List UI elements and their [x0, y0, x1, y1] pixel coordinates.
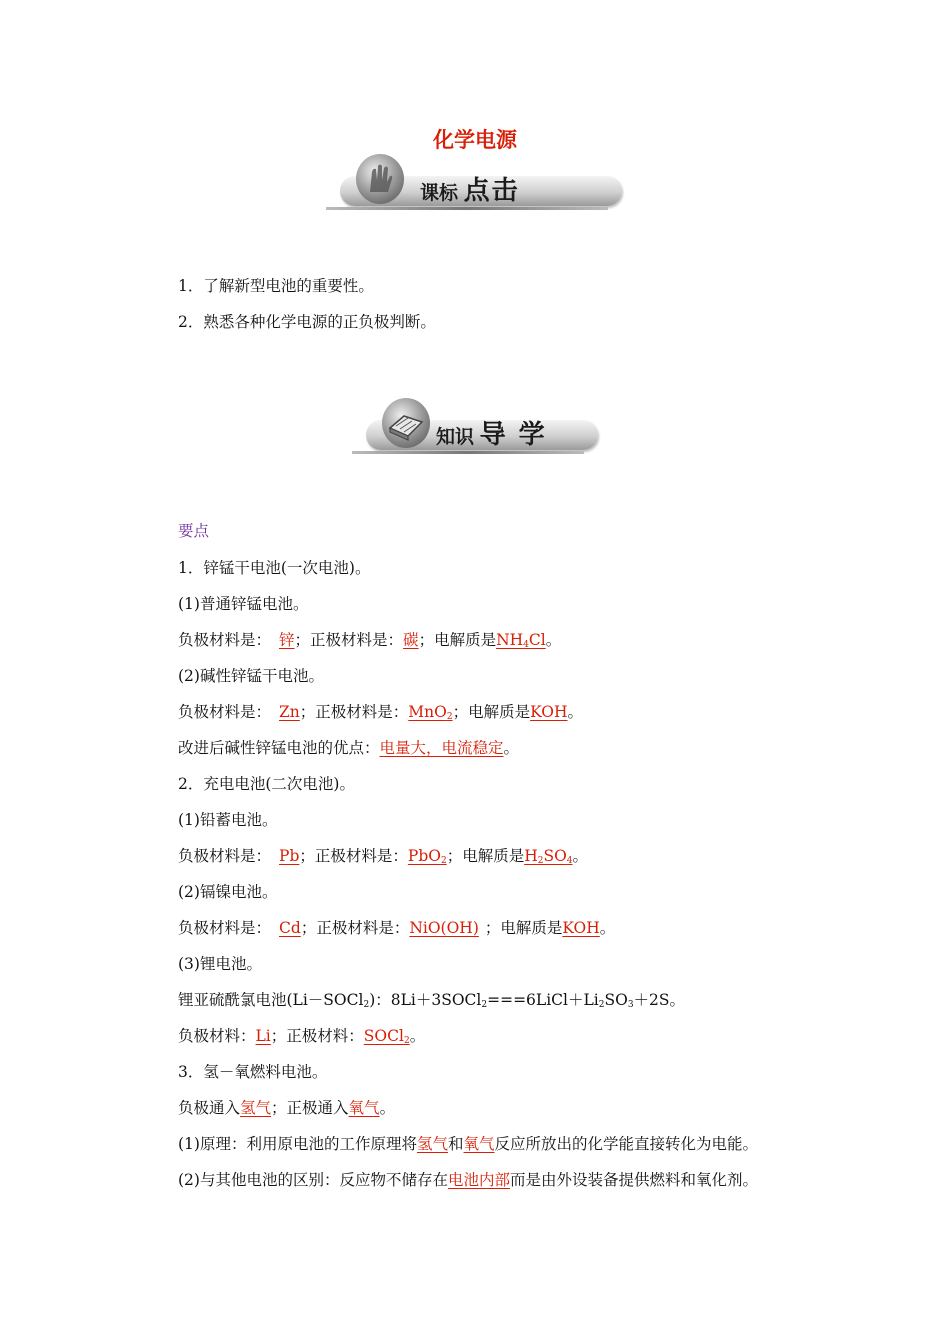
- banner-label-small: 课标: [420, 182, 459, 204]
- subheading-lithium: (3)锂电池。: [178, 955, 262, 973]
- answer-advantage: 电量大，电流稳定: [379, 739, 504, 757]
- banner-label: [436, 420, 547, 450]
- answer-negative-material: Li: [255, 1027, 271, 1045]
- text-segment: 。: [409, 1027, 426, 1045]
- text-line: [178, 1170, 758, 1190]
- formula-part: SOCl: [363, 1027, 404, 1045]
- subheading-alkaline-zinc-manganese: (2)碱性锌锰干电池。: [178, 667, 324, 685]
- answer-negative-material: 锌: [279, 631, 295, 649]
- text-segment: ；电解质是: [446, 847, 525, 865]
- formula-subscript: 4: [566, 856, 573, 866]
- answer-storage-location: 电池内部: [447, 1171, 510, 1189]
- formula-part: PbO: [407, 847, 441, 865]
- text-segment: 。: [599, 919, 616, 937]
- answer-positive-material: [408, 847, 447, 865]
- text-line: [178, 630, 561, 650]
- text-segment: ；电解质是: [452, 703, 531, 721]
- formula-subscript: 2: [440, 856, 447, 866]
- formula-subscript: 4: [523, 640, 529, 650]
- heading-zinc-manganese: 1．锌锰干电池(一次电池)。: [178, 559, 371, 577]
- banner-label-big: 导 学: [479, 420, 547, 450]
- banner-label-small: 知识: [436, 426, 475, 448]
- answer-negative-gas: 氢气: [240, 1099, 272, 1117]
- heading-rechargeable: 2．充电电池(二次电池)。: [178, 775, 355, 793]
- banner-knowledge-guide: [352, 398, 598, 454]
- text-segment: ；电解质是: [418, 631, 497, 649]
- text-segment: 。: [545, 631, 562, 649]
- answer-negative-material: Zn: [279, 703, 300, 721]
- text-segment: 负极材料：: [178, 1027, 256, 1045]
- text-segment: SO: [604, 991, 628, 1009]
- formula-part: NH: [496, 631, 524, 649]
- subheading-ordinary-zinc-manganese: (1)普通锌锰电池。: [178, 595, 309, 613]
- banner-label-big: 点击: [463, 176, 520, 206]
- answer-negative-material: Cd: [279, 919, 301, 937]
- answer-reactant-2: 氧气: [463, 1135, 495, 1153]
- answer-positive-material: [364, 1027, 410, 1045]
- text-segment: 而是由外设装备提供燃料和氧化剂。: [509, 1171, 758, 1189]
- text-segment: ；正极材料是：: [299, 703, 409, 721]
- text-segment: ；正极材料：: [270, 1027, 364, 1045]
- text-segment: (1)原理：利用原电池的工作原理将: [178, 1135, 417, 1153]
- text-line: [178, 918, 615, 938]
- book-icon: [382, 398, 430, 448]
- text-segment: ===6LiCl＋Li: [487, 991, 599, 1009]
- text-segment: 改进后碱性锌锰电池的优点：: [178, 739, 380, 757]
- text-segment: 和: [447, 1135, 464, 1153]
- banner-underline: [352, 451, 584, 454]
- answer-electrolyte: KOH: [562, 919, 600, 937]
- text-line: [178, 1098, 395, 1118]
- formula-subscript: 2: [598, 1000, 605, 1010]
- text-segment: 负极材料是：: [178, 847, 272, 865]
- text-segment: 负极通入: [178, 1099, 241, 1117]
- text-line: [178, 846, 588, 866]
- text-segment: 负极材料是：: [178, 631, 272, 649]
- answer-electrolyte: [524, 847, 572, 865]
- page-title: 化学电源: [433, 128, 517, 152]
- text-segment: ；正极材料是：: [294, 631, 404, 649]
- text-segment: ；正极材料是：: [299, 847, 408, 865]
- text-line: [178, 738, 519, 758]
- text-segment: )：8Li＋3SOCl: [369, 991, 482, 1009]
- text-segment: 负极材料是：: [178, 703, 272, 721]
- hand-icon: [356, 154, 404, 204]
- text-line: [178, 1134, 758, 1154]
- text-segment: (2)与其他电池的区别：反应物不储存在: [178, 1171, 448, 1189]
- text-segment: 。: [379, 1099, 396, 1117]
- banner-underline: [326, 207, 608, 210]
- answer-reactant-1: 氢气: [416, 1135, 448, 1153]
- objective-1: 1．了解新型电池的重要性。: [178, 277, 374, 295]
- formula-part: H: [524, 847, 538, 865]
- section-label: 要点: [178, 522, 210, 540]
- banner-course-objectives: [326, 154, 622, 210]
- formula-subscript: 2: [403, 1036, 410, 1046]
- answer-negative-material: Pb: [279, 847, 300, 865]
- text-line: [178, 1026, 425, 1046]
- text-segment: 反应所放出的化学能直接转化为电能。: [494, 1135, 759, 1153]
- answer-electrolyte: [496, 631, 546, 649]
- text-segment: 锂亚硫酰氯电池(Li－SOCl: [178, 991, 364, 1009]
- text-segment: ；正极材料是：: [300, 919, 410, 937]
- objective-2: 2．熟悉各种化学电源的正负极判断。: [178, 313, 436, 331]
- heading-hydrogen-oxygen: 3．氢－氧燃料电池。: [178, 1063, 328, 1081]
- formula-subscript: 2: [537, 856, 544, 866]
- formula-part: SO: [543, 847, 567, 865]
- answer-positive-gas: 氧气: [348, 1099, 380, 1117]
- subheading-lead-acid: (1)铅蓄电池。: [178, 811, 278, 829]
- answer-positive-material: [408, 703, 452, 721]
- answer-electrolyte: KOH: [530, 703, 568, 721]
- formula-subscript: 3: [627, 1000, 634, 1010]
- text-segment: ；正极通入: [271, 1099, 349, 1117]
- text-line: [178, 702, 583, 722]
- banner-label: [420, 176, 520, 206]
- formula-part: Cl: [528, 631, 546, 649]
- text-segment: 。: [567, 703, 584, 721]
- text-segment: ；电解质是: [484, 919, 563, 937]
- answer-positive-material: NiO(OH): [409, 919, 479, 937]
- formula-subscript: 2: [481, 1000, 488, 1010]
- text-segment: 。: [572, 847, 589, 865]
- formula-subscript: 2: [446, 712, 453, 722]
- formula-part: MnO: [408, 703, 447, 721]
- text-segment: 。: [503, 739, 520, 757]
- answer-positive-material: 碳: [403, 631, 419, 649]
- reaction-equation: [178, 990, 685, 1010]
- formula-subscript: 2: [363, 1000, 370, 1010]
- subheading-nickel-cadmium: (2)镉镍电池。: [178, 883, 278, 901]
- text-segment: 负极材料是：: [178, 919, 272, 937]
- text-segment: ＋2S。: [633, 991, 686, 1009]
